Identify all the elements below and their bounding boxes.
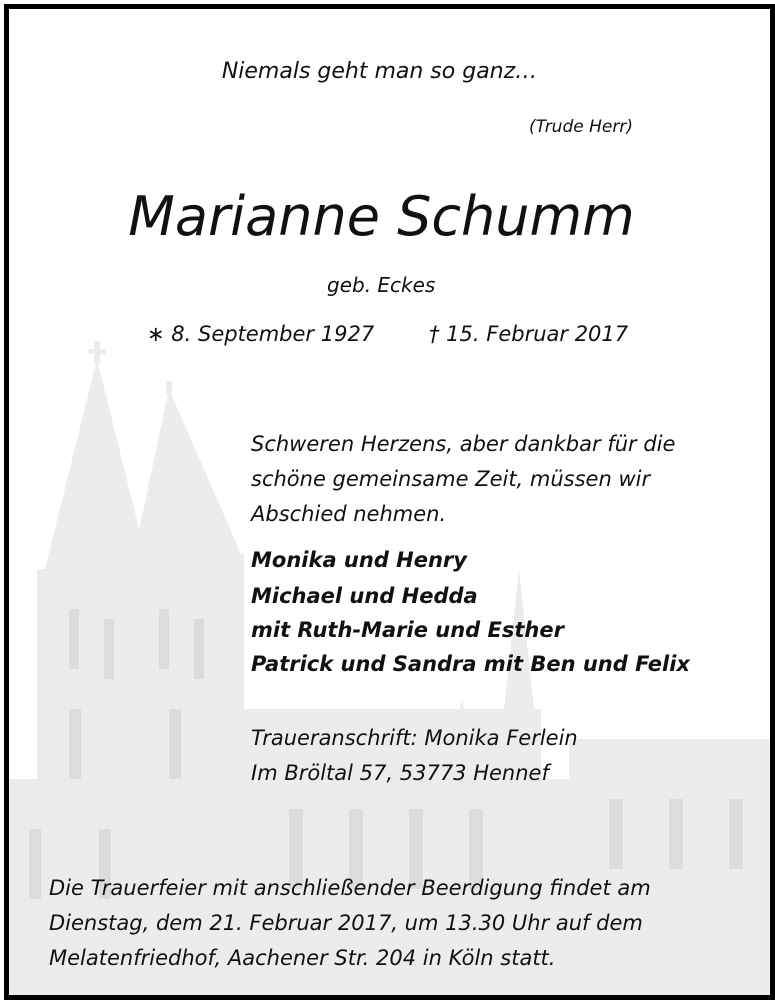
farewell-message <box>251 427 675 532</box>
mourner-line: Michael und Hedda <box>251 584 478 608</box>
funeral-service-info <box>49 871 651 976</box>
opening-quote: Niemals geht man so ganz… <box>221 59 538 84</box>
deceased-name: Marianne Schumm <box>128 185 635 248</box>
birth-date: ∗ 8. September 1927 <box>147 322 375 346</box>
mourner-line: Monika und Henry <box>251 548 467 572</box>
service-line: Die Trauerfeier mit anschließender Beerdigung findet am <box>49 876 651 900</box>
farewell-line: Abschied nehmen. <box>251 502 447 526</box>
condolence-address <box>251 721 578 791</box>
mourners-list <box>251 543 690 681</box>
farewell-line: Schweren Herzens, aber dankbar für die <box>251 432 676 456</box>
farewell-line: schöne gemeinsame Zeit, müssen wir <box>251 467 651 491</box>
mourner-line: mit Ruth-Marie und Esther <box>251 618 564 642</box>
address-line: Traueranschrift: Monika Ferlein <box>251 726 578 750</box>
death-date: † 15. Februar 2017 <box>429 322 629 346</box>
quote-author: (Trude Herr) <box>529 117 633 137</box>
address-line: Im Bröltal 57, 53773 Hennef <box>251 761 549 785</box>
maiden-name: geb. Eckes <box>327 273 436 297</box>
service-line: Dienstag, dem 21. Februar 2017, um 13.30 Uhr auf dem <box>49 911 643 935</box>
service-line: Melatenfriedhof, Aachener Str. 204 in Köln statt. <box>49 946 556 970</box>
mourner-line: Patrick und Sandra mit Ben und Felix <box>251 652 690 676</box>
obituary-frame <box>4 4 775 1000</box>
